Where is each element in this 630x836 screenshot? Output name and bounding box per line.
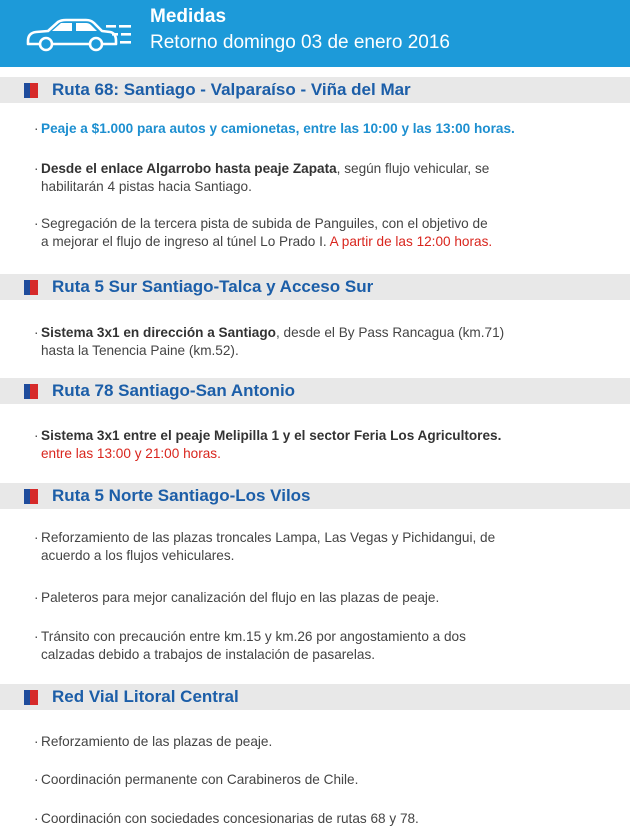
chile-flag-icon	[24, 489, 38, 504]
section-title: Ruta 5 Sur Santiago-Talca y Acceso Sur	[52, 277, 374, 296]
section-header-ruta-5-sur	[0, 274, 630, 300]
list-item: · Reforzamiento de las plazas de peaje.	[34, 734, 273, 749]
chile-flag-icon	[24, 690, 38, 705]
chile-flag-icon	[24, 384, 38, 399]
list-item: · Reforzamiento de las plazas troncales Lampa, Las Vegas y Pichidangui, de acuerdo a los flujos vehiculares.	[34, 530, 496, 563]
header-subtitle: Retorno domingo 03 de enero 2016	[150, 32, 451, 53]
chile-flag-icon	[24, 83, 38, 98]
header-banner	[0, 0, 630, 67]
list-item: · Tránsito con precaución entre km.15 y km.26 por angostamiento a dos calzadas debido a trabajos de instalación de pasarelas.	[34, 629, 466, 662]
section-title: Ruta 68: Santiago - Valparaíso - Viña del Mar	[52, 80, 411, 99]
list-item: · Segregación de la tercera pista de subida de Panguiles, con el objetivo de a mejorar el flujo de ingreso al túnel Lo Prado I. A partir de las 12:00 horas.	[34, 216, 493, 249]
section-header-ruta-5-norte	[0, 483, 630, 509]
section-header-ruta-78	[0, 378, 630, 404]
highlight-text: Peaje a $1.000 para autos y camionetas, entre las 10:00 y las 13:00 horas.	[41, 121, 515, 136]
section-header-ruta-68	[0, 77, 630, 103]
header-title: Medidas	[150, 6, 227, 27]
chile-flag-icon	[24, 280, 38, 295]
car-icon	[24, 11, 136, 53]
list-item: · Peaje a $1.000 para autos y camionetas, entre las 10:00 y las 13:00 horas.	[34, 121, 515, 136]
section-title: Red Vial Litoral Central	[52, 687, 239, 706]
section-title: Ruta 5 Norte Santiago-Los Vilos	[52, 486, 311, 505]
list-item: · Coordinación con sociedades concesionarias de rutas 68 y 78.	[34, 811, 419, 826]
list-item: · Sistema 3x1 en dirección a Santiago, desde el By Pass Rancagua (km.71) hasta la Tenencia Paine (km.52).	[34, 325, 505, 358]
list-item: · Desde el enlace Algarrobo hasta peaje Zapata, según flujo vehicular, se habilitarán 4 pistas hacia Santiago.	[34, 161, 490, 194]
list-item: · Coordinación permanente con Carabineros de Chile.	[34, 772, 359, 787]
list-item: · Paleteros para mejor canalización del flujo en las plazas de peaje.	[34, 590, 440, 605]
section-title: Ruta 78 Santiago-San Antonio	[52, 381, 296, 400]
section-header-red-vial-litoral	[0, 684, 630, 710]
list-item: · Sistema 3x1 entre el peaje Melipilla 1 y el sector Feria Los Agricultores. entre las 13:00 y 21:00 horas.	[34, 428, 502, 461]
